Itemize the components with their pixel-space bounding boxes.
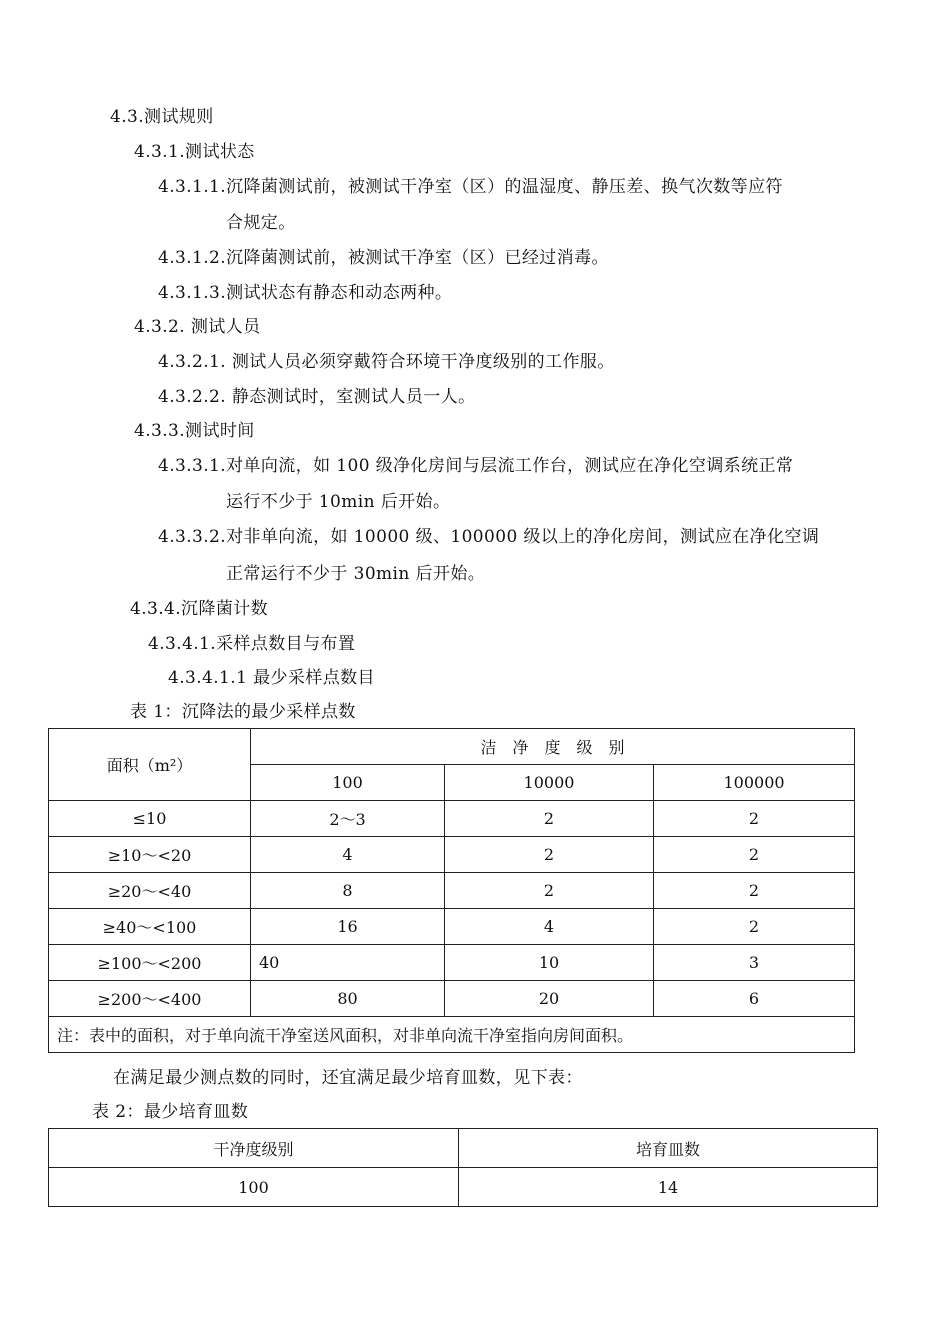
table-row	[49, 981, 855, 1017]
value-cell: 16	[251, 909, 445, 945]
value-cell: 2	[654, 837, 855, 873]
table-row	[49, 909, 855, 945]
area-cell: ≥10～<20	[49, 837, 251, 873]
section-4-3-3: 4.3.3.测试时间	[134, 421, 255, 441]
cleanliness-grade-header: 干净度级别	[49, 1129, 459, 1168]
item-4-3-4-1-1: 4.3.4.1.1 最少采样点数目	[168, 668, 375, 688]
section-4-3-1: 4.3.1.测试状态	[134, 142, 255, 162]
item-4-3-4-1: 4.3.4.1.采样点数目与布置	[148, 634, 356, 654]
culture-dish-count-header: 培育皿数	[459, 1129, 878, 1168]
item-4-3-2-1: 4.3.2.1. 测试人员必须穿戴符合环境干净度级别的工作服。	[158, 352, 615, 372]
table1-caption: 表 1：沉降法的最少采样点数	[130, 702, 356, 722]
value-cell: 2	[654, 873, 855, 909]
dish-count-cell: 14	[459, 1168, 878, 1207]
body-paragraph: 在满足最少测点数的同时，还宜满足最少培育皿数，见下表：	[113, 1068, 583, 1088]
table-row	[49, 837, 855, 873]
item-4-3-1-1-cont: 合规定。	[226, 213, 296, 233]
value-cell: 2	[445, 801, 654, 837]
cleanliness-grade-header: 洁 净 度 级 别	[251, 729, 855, 765]
value-cell: 10	[445, 945, 654, 981]
section-4-3-2: 4.3.2. 测试人员	[134, 317, 261, 337]
item-4-3-2-2: 4.3.2.2. 静态测试时，室测试人员一人。	[158, 387, 476, 407]
value-cell: 2～3	[251, 801, 445, 837]
value-cell: 40	[251, 945, 445, 981]
value-cell: 2	[654, 909, 855, 945]
value-cell: 6	[654, 981, 855, 1017]
area-cell: ≥40～<100	[49, 909, 251, 945]
table2-caption: 表 2：最少培育皿数	[92, 1102, 249, 1122]
item-4-3-1-1: 4.3.1.1.沉降菌测试前，被测试干净室（区）的温湿度、静压差、换气次数等应符	[158, 177, 783, 197]
section-4-3: 4.3.测试规则	[110, 107, 214, 127]
grade-10000: 10000	[445, 765, 654, 801]
item-4-3-1-3: 4.3.1.3.测试状态有静态和动态两种。	[158, 283, 453, 303]
table-note: 注：表中的面积，对于单向流干净室送风面积，对非单向流干净室指向房间面积。	[49, 1017, 855, 1053]
value-cell: 2	[654, 801, 855, 837]
item-4-3-3-2-cont: 正常运行不少于 30min 后开始。	[226, 564, 486, 584]
value-cell: 2	[445, 837, 654, 873]
table-header-row	[49, 729, 855, 765]
value-cell: 4	[445, 909, 654, 945]
item-4-3-3-2: 4.3.3.2.对非单向流，如 10000 级、100000 级以上的净化房间，测试应在净化空调	[158, 527, 820, 547]
area-cell: ≥20～<40	[49, 873, 251, 909]
table-row	[49, 1168, 878, 1207]
section-4-3-4: 4.3.4.沉降菌计数	[130, 599, 269, 619]
table-row	[49, 873, 855, 909]
table-row	[49, 801, 855, 837]
item-4-3-3-1-cont: 运行不少于 10min 后开始。	[226, 492, 451, 512]
item-4-3-3-1: 4.3.3.1.对单向流，如 100 级净化房间与层流工作台，测试应在净化空调系统正常	[158, 456, 794, 476]
value-cell: 8	[251, 873, 445, 909]
value-cell: 80	[251, 981, 445, 1017]
value-cell: 3	[654, 945, 855, 981]
area-cell: ≤10	[49, 801, 251, 837]
grade-100: 100	[251, 765, 445, 801]
grade-cell: 100	[49, 1168, 459, 1207]
value-cell: 4	[251, 837, 445, 873]
grade-100000: 100000	[654, 765, 855, 801]
area-cell: ≥100～<200	[49, 945, 251, 981]
table-note-row	[49, 1017, 855, 1053]
value-cell: 2	[445, 873, 654, 909]
area-header: 面积（m²）	[49, 729, 251, 801]
area-cell: ≥200～<400	[49, 981, 251, 1017]
min-culture-dish-table	[48, 1128, 878, 1207]
table-header-row	[49, 1129, 878, 1168]
table-row	[49, 945, 855, 981]
item-4-3-1-2: 4.3.1.2.沉降菌测试前，被测试干净室（区）已经过消毒。	[158, 248, 609, 268]
min-sampling-points-table	[48, 728, 855, 1053]
value-cell: 20	[445, 981, 654, 1017]
